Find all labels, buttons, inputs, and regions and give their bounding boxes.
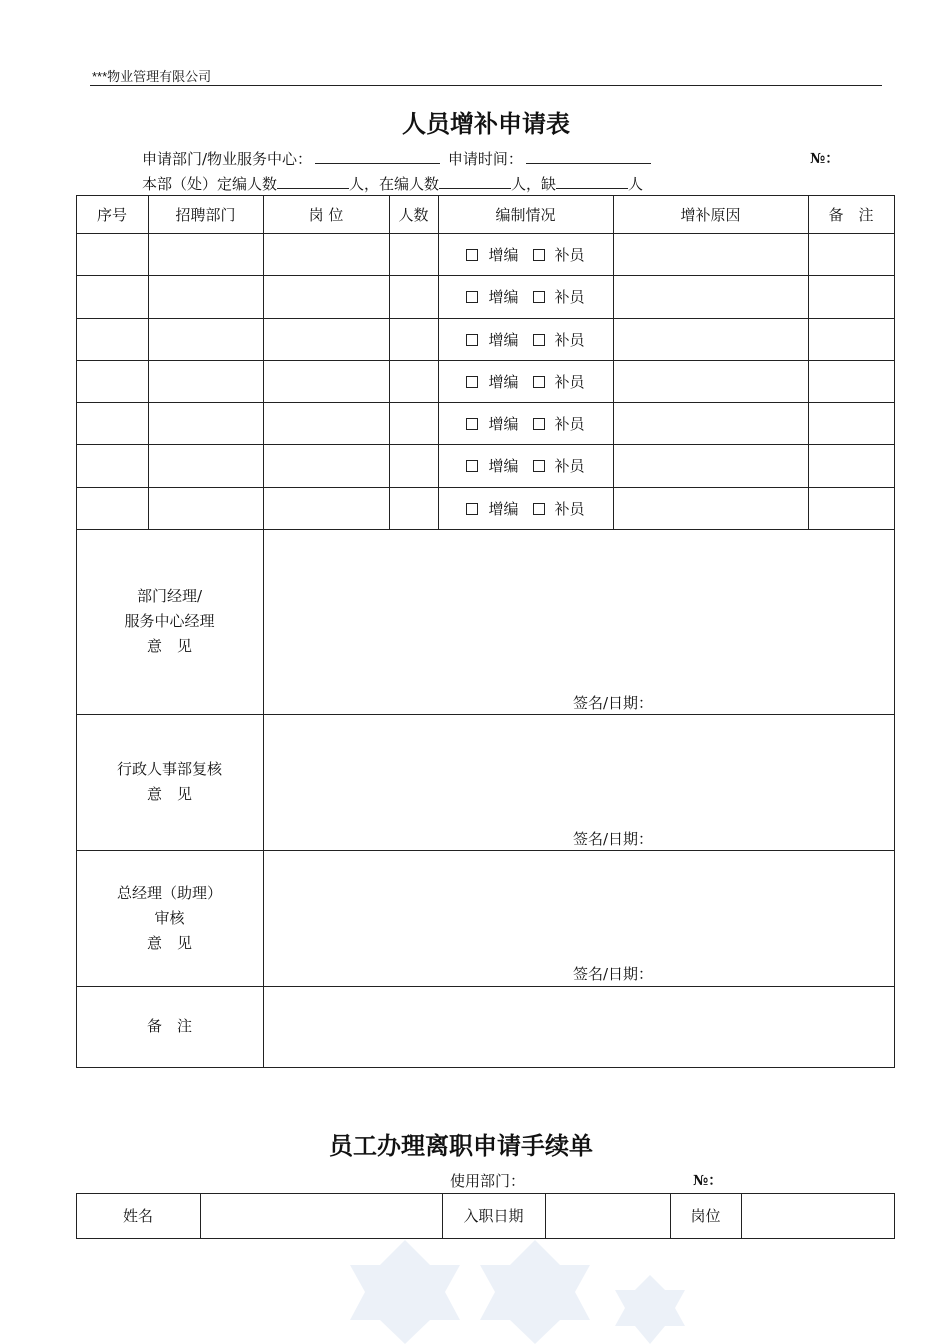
- current-blank-field[interactable]: [439, 174, 511, 189]
- staffing-option-row: [438, 402, 613, 444]
- column-header-count: 人数: [398, 205, 429, 224]
- replacement-option[interactable]: 补员: [533, 455, 585, 476]
- checkbox-icon[interactable]: [466, 249, 478, 261]
- column-header-dept: 招聘部门: [175, 205, 236, 224]
- staffing-option-row: [438, 233, 613, 275]
- position-field-label: 岗位: [690, 1207, 721, 1225]
- table-border: [613, 195, 614, 529]
- time-blank-field[interactable]: [526, 149, 651, 164]
- table-border: [741, 1193, 742, 1238]
- resignation-form-title: 员工办理离职申请手续单: [329, 1132, 593, 1160]
- table-border: [894, 195, 895, 1067]
- checkbox-icon[interactable]: [466, 291, 478, 303]
- table-border: [808, 195, 809, 529]
- watermark-logo: [350, 1240, 690, 1344]
- table-border: [389, 195, 390, 529]
- table-border: [894, 1193, 895, 1238]
- dept-manager-signature[interactable]: 签名/日期：: [573, 694, 654, 712]
- add-quota-option[interactable]: 增编: [466, 286, 518, 307]
- checkbox-icon[interactable]: [533, 460, 545, 472]
- replacement-option[interactable]: 补员: [533, 498, 585, 519]
- column-header-reason: 增补原因: [680, 205, 741, 224]
- column-header-seq: 序号: [96, 205, 127, 224]
- table-border: [148, 195, 149, 529]
- staffing-option-row: [438, 444, 613, 487]
- add-quota-option[interactable]: 增编: [466, 329, 518, 350]
- replacement-option[interactable]: 补员: [533, 244, 585, 265]
- dept-manager-opinion-label: 部门经理/ 服务中心经理 意 见: [124, 587, 215, 655]
- resignation-number-label: №：: [693, 1173, 723, 1189]
- quota-blank-field[interactable]: [277, 174, 349, 189]
- add-quota-option[interactable]: 增编: [466, 371, 518, 392]
- table-border: [545, 1193, 546, 1238]
- dept-label: 申请部门/物业服务中心：: [142, 150, 313, 168]
- hr-review-signature[interactable]: 签名/日期：: [573, 830, 654, 848]
- company-header: ***物业管理有限公司: [92, 69, 212, 84]
- column-header-remarks: 备 注: [828, 205, 874, 224]
- checkbox-icon[interactable]: [533, 291, 545, 303]
- staffing-option-row: [438, 487, 613, 529]
- time-label: 申请时间：: [447, 150, 523, 168]
- dept-line: [142, 148, 654, 169]
- headcount-prefix: 本部（处）定编人数: [142, 175, 278, 193]
- add-quota-option[interactable]: 增编: [466, 244, 518, 265]
- replacement-option[interactable]: 补员: [533, 286, 585, 307]
- checkbox-icon[interactable]: [466, 418, 478, 430]
- hr-review-opinion-label: 行政人事部复核 意 见: [116, 760, 222, 803]
- checkbox-icon[interactable]: [533, 376, 545, 388]
- headcount-line: [142, 173, 643, 194]
- replacement-option[interactable]: 补员: [533, 329, 585, 350]
- column-header-position: 岗 位: [308, 205, 344, 224]
- form-number-label: №：: [810, 151, 840, 167]
- headcount-unit-2: 人，缺: [511, 175, 557, 193]
- checkbox-icon[interactable]: [533, 249, 545, 261]
- add-quota-option[interactable]: 增编: [466, 498, 518, 519]
- staffing-option-row: [438, 318, 613, 360]
- form-title: 人员增补申请表: [402, 110, 570, 138]
- checkbox-icon[interactable]: [466, 503, 478, 515]
- table-border: [76, 1067, 895, 1068]
- checkbox-icon[interactable]: [533, 503, 545, 515]
- headcount-unit-3: 人: [628, 175, 644, 193]
- checkbox-icon[interactable]: [533, 418, 545, 430]
- table-border: [200, 1193, 201, 1238]
- checkbox-icon[interactable]: [466, 334, 478, 346]
- table-border: [263, 195, 264, 1067]
- gm-review-opinion-label: 总经理（助理） 审核 意 见: [116, 883, 222, 952]
- dept-blank-field[interactable]: [315, 149, 440, 164]
- checkbox-icon[interactable]: [466, 376, 478, 388]
- checkbox-icon[interactable]: [466, 460, 478, 472]
- add-quota-option[interactable]: 增编: [466, 413, 518, 434]
- replacement-option[interactable]: 补员: [533, 371, 585, 392]
- staffing-option-row: [438, 275, 613, 318]
- headcount-unit-1: 人，在编人数: [349, 175, 440, 193]
- column-header-staffing: 编制情况: [495, 205, 556, 224]
- join-date-field-label: 入职日期: [463, 1207, 524, 1225]
- staffing-option-row: [438, 360, 613, 402]
- checkbox-icon[interactable]: [533, 334, 545, 346]
- remarks-label: 备 注: [146, 1017, 192, 1035]
- shortage-blank-field[interactable]: [556, 174, 628, 189]
- usage-dept-label: 使用部门：: [450, 1172, 526, 1190]
- table-border: [76, 1238, 895, 1239]
- header-divider: [90, 85, 882, 86]
- gm-review-signature[interactable]: 签名/日期：: [573, 965, 654, 983]
- name-field-label: 姓名: [122, 1207, 153, 1225]
- add-quota-option[interactable]: 增编: [466, 455, 518, 476]
- replacement-option[interactable]: 补员: [533, 413, 585, 434]
